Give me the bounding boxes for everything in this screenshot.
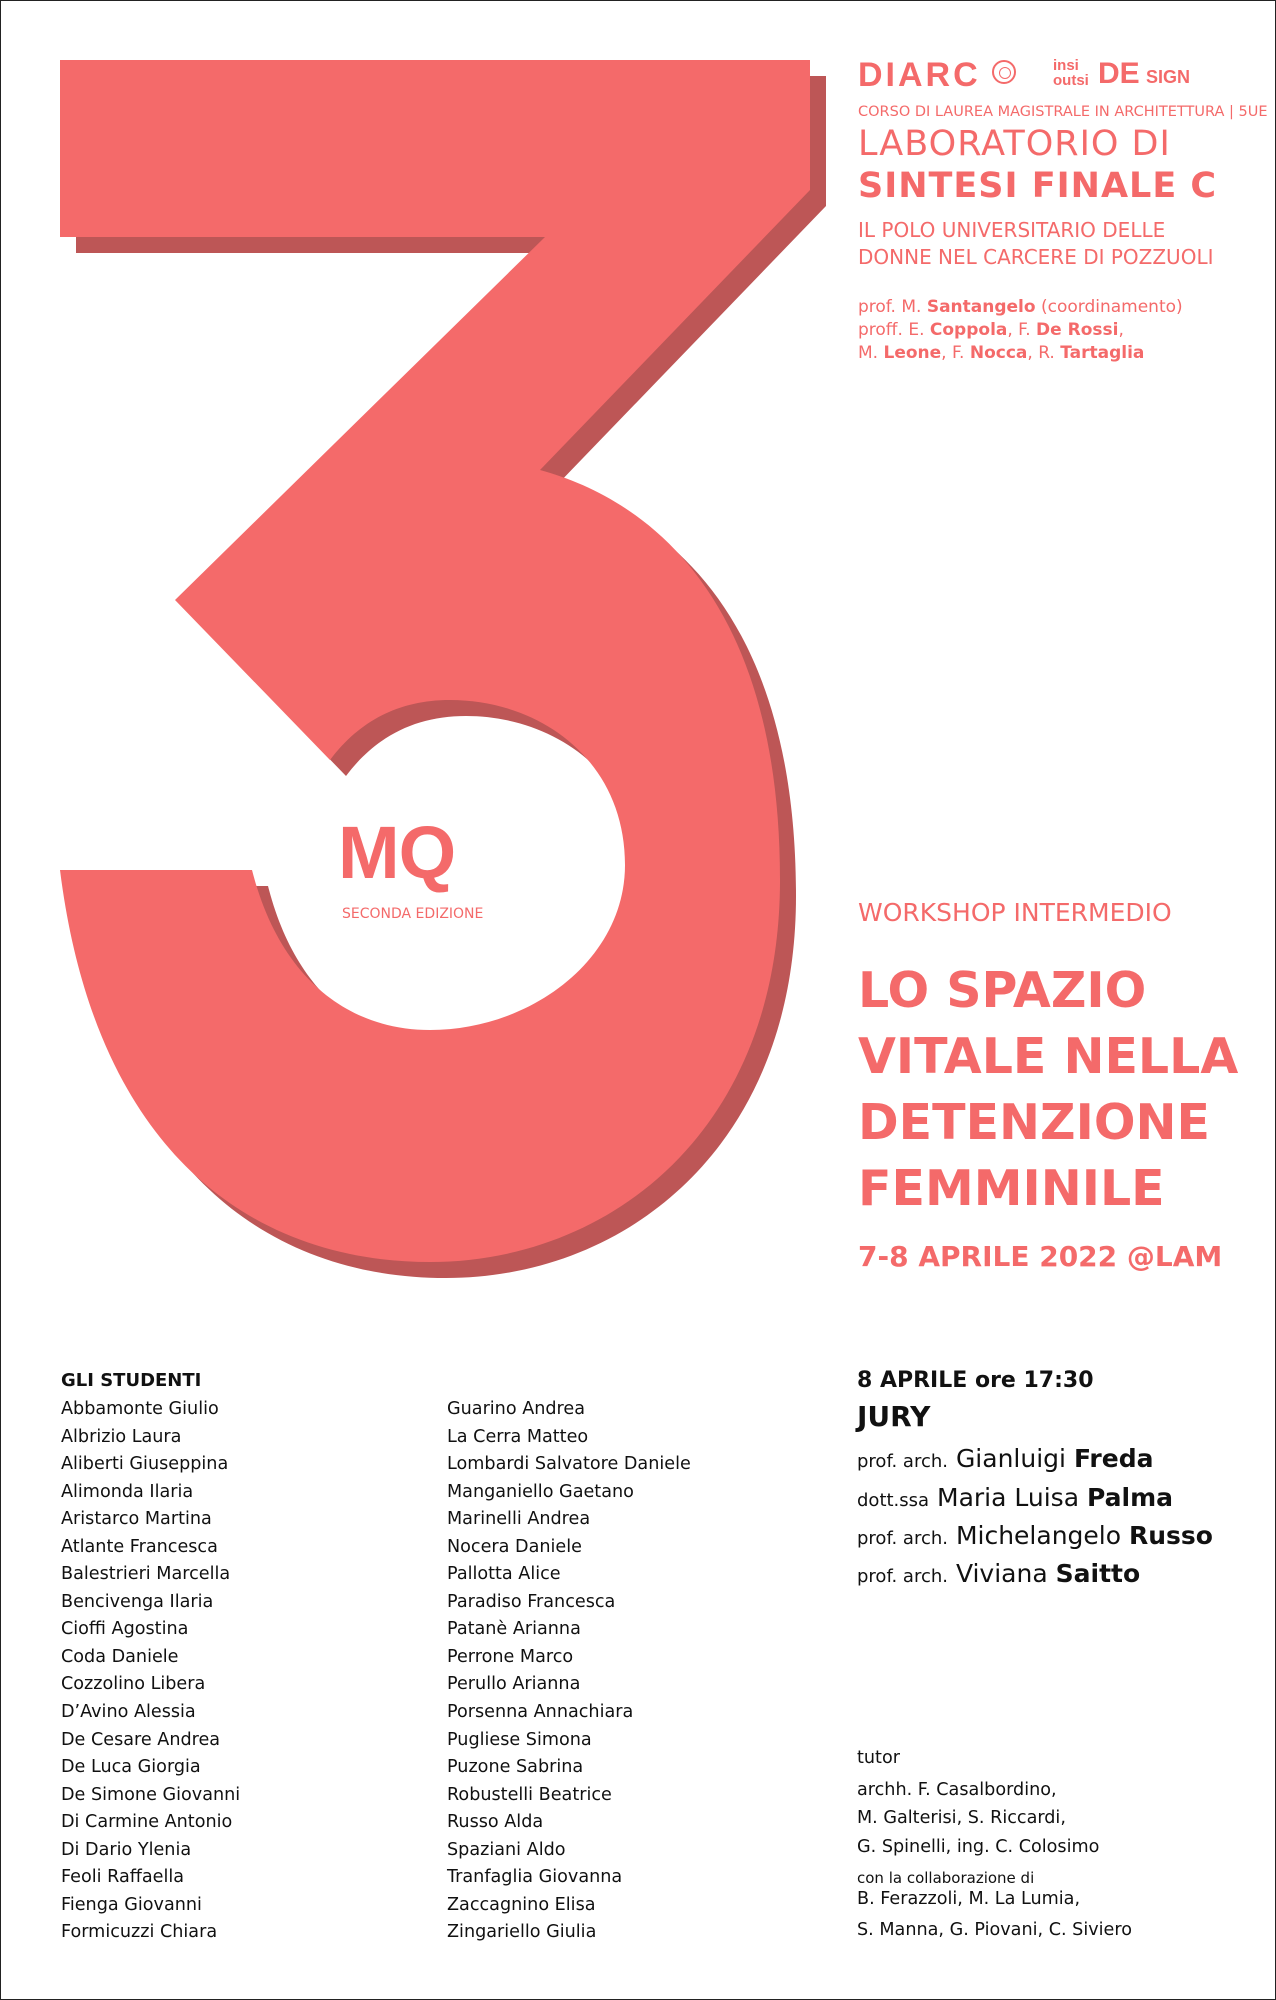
- prof-text: , R.: [1027, 343, 1061, 363]
- students-column-1: [61, 1396, 240, 1947]
- students-column-2: [447, 1396, 691, 1947]
- workshop-title-line: LO SPAZIO: [858, 962, 1147, 1019]
- student-name: Zingariello Giulia: [447, 1922, 597, 1943]
- subtitle-line2: DONNE NEL CARCERE DI POZZUOLI: [858, 245, 1214, 269]
- jury-member: [857, 1521, 1213, 1550]
- course-line: CORSO DI LAUREA MAGISTRALE IN ARCHITETTURA | 5UE: [858, 104, 1268, 120]
- prof-text: ,: [1118, 320, 1124, 340]
- juror-prefix: prof. arch.: [857, 1566, 948, 1587]
- tutor-line: archh. F. Casalbordino,: [857, 1780, 1057, 1800]
- workshop-title: [858, 958, 1238, 1222]
- juror-first-name: Maria Luisa: [937, 1483, 1080, 1512]
- student-name: Cozzolino Libera: [61, 1674, 206, 1695]
- student-name: De Simone Giovanni: [61, 1784, 241, 1805]
- collaborator-line: B. Ferazzoli, M. La Lumia,: [857, 1889, 1081, 1909]
- student-name: Marinelli Andrea: [447, 1509, 591, 1530]
- diarc-logo: DIARC: [858, 56, 981, 94]
- logo-outsi: outsi: [1053, 72, 1089, 89]
- jury-member: [857, 1559, 1140, 1588]
- juror-first-name: Gianluigi: [955, 1444, 1066, 1473]
- collaboration-label: con la collaborazione di: [857, 1869, 1035, 1887]
- logo-insi: insi: [1053, 57, 1079, 74]
- student-name: La Cerra Matteo: [447, 1426, 589, 1447]
- student-name: Patanè Arianna: [447, 1619, 581, 1640]
- jury-title: JURY: [857, 1400, 931, 1433]
- tutor-label: tutor: [857, 1748, 900, 1768]
- prof-text: (coordinamento): [1035, 297, 1183, 317]
- juror-prefix: dott.ssa: [857, 1490, 930, 1511]
- student-name: Zaccagnino Elisa: [447, 1894, 596, 1915]
- professors-line1: [858, 297, 1183, 317]
- collaborator-line: S. Manna, G. Piovani, C. Siviero: [857, 1920, 1132, 1940]
- student-name: Abbamonte Giulio: [61, 1399, 219, 1419]
- insideoutside-logo-prefix: [1053, 58, 1089, 88]
- student-name: Russo Alda: [447, 1812, 544, 1833]
- prof-name: Nocca: [969, 343, 1028, 363]
- prof-text: , F.: [1007, 320, 1037, 340]
- student-name: Di Carmine Antonio: [61, 1812, 233, 1833]
- logo-de: DE: [1098, 57, 1140, 90]
- logo-bar: [858, 56, 1218, 100]
- student-name: Spaziani Aldo: [447, 1839, 566, 1860]
- workshop-date: 7-8 APRILE 2022 @LAM: [858, 1240, 1223, 1273]
- student-name: Feoli Raffaella: [61, 1867, 185, 1888]
- student-name: Tranfaglia Giovanna: [447, 1867, 623, 1888]
- workshop-label: WORKSHOP INTERMEDIO: [858, 898, 1172, 927]
- student-name: Perrone Marco: [447, 1646, 574, 1667]
- juror-prefix: prof. arch.: [857, 1528, 948, 1549]
- student-name: Di Dario Ylenia: [61, 1839, 192, 1860]
- workshop-title-line: DETENZIONE: [858, 1094, 1210, 1151]
- prof-text: , F.: [941, 343, 970, 363]
- student-name: Robustelli Beatrice: [447, 1784, 612, 1805]
- workshop-title-line: VITALE NELLA: [858, 1028, 1239, 1085]
- subtitle-line1: IL POLO UNIVERSITARIO DELLE: [858, 218, 1166, 242]
- student-name: Formicuzzi Chiara: [61, 1922, 218, 1943]
- prof-name: De Rossi: [1036, 320, 1119, 340]
- student-name: D’Avino Alessia: [61, 1702, 196, 1723]
- student-name: Atlante Francesca: [61, 1536, 218, 1557]
- student-name: Lombardi Salvatore Daniele: [447, 1454, 691, 1475]
- student-name: Albrizio Laura: [61, 1426, 182, 1447]
- prof-text: prof. M.: [858, 297, 927, 317]
- student-name: Porsenna Annachiara: [447, 1702, 634, 1723]
- juror-prefix: prof. arch.: [857, 1451, 948, 1472]
- edition-label: SECONDA EDIZIONE: [342, 906, 484, 922]
- student-name: Bencivenga Ilaria: [61, 1591, 214, 1612]
- prof-name: Santangelo: [926, 297, 1036, 317]
- student-name: Fienga Giovanni: [61, 1894, 202, 1915]
- student-name: Nocera Daniele: [447, 1536, 582, 1557]
- student-name: Balestrieri Marcella: [61, 1564, 231, 1585]
- workshop-title-line: FEMMINILE: [858, 1160, 1165, 1217]
- university-seal-icon: [992, 60, 1016, 84]
- jury-member: [857, 1444, 1153, 1473]
- student-name: Aliberti Giuseppina: [61, 1454, 229, 1475]
- student-name: Paradiso Francesca: [447, 1591, 616, 1612]
- student-name: Coda Daniele: [61, 1646, 179, 1667]
- student-name: Pugliese Simona: [447, 1729, 592, 1750]
- logo-sign: SIGN: [1146, 67, 1191, 87]
- juror-last-name: Russo: [1128, 1521, 1213, 1550]
- prof-text: M.: [858, 343, 884, 363]
- juror-last-name: Palma: [1086, 1483, 1173, 1512]
- student-name: Puzone Sabrina: [447, 1757, 584, 1778]
- student-name: De Luca Giorgia: [61, 1757, 201, 1778]
- student-name: Perullo Arianna: [447, 1674, 581, 1695]
- jury-date: 8 APRILE ore 17:30: [857, 1368, 1094, 1393]
- juror-first-name: Michelangelo: [955, 1521, 1122, 1550]
- jury-member: [857, 1483, 1173, 1512]
- lab-title-line2: SINTESI FINALE C: [858, 166, 1218, 206]
- mq-label: MQ: [338, 811, 456, 894]
- juror-last-name: Freda: [1073, 1444, 1154, 1473]
- student-name: Aristarco Martina: [61, 1509, 212, 1530]
- professors-line3: [858, 343, 1144, 363]
- tutor-line: M. Galterisi, S. Riccardi,: [857, 1808, 1066, 1828]
- prof-name: Coppola: [929, 320, 1008, 340]
- professors-line2: [858, 320, 1124, 340]
- student-name: De Cesare Andrea: [61, 1729, 221, 1750]
- juror-last-name: Saitto: [1055, 1559, 1141, 1588]
- student-name: Pallotta Alice: [447, 1564, 561, 1585]
- prof-name: Tartaglia: [1060, 343, 1145, 363]
- student-name: Cioffi Agostina: [61, 1619, 189, 1640]
- student-name: Alimonda Ilaria: [61, 1481, 194, 1502]
- student-name: Guarino Andrea: [447, 1399, 586, 1419]
- prof-name: Leone: [883, 343, 942, 363]
- prof-text: proff. E.: [858, 320, 930, 340]
- tutor-line: G. Spinelli, ing. C. Colosimo: [857, 1837, 1100, 1857]
- student-name: Manganiello Gaetano: [447, 1481, 634, 1502]
- students-heading: GLI STUDENTI: [61, 1370, 202, 1391]
- lab-title-line1: LABORATORIO DI: [858, 124, 1171, 164]
- juror-first-name: Viviana: [955, 1559, 1048, 1588]
